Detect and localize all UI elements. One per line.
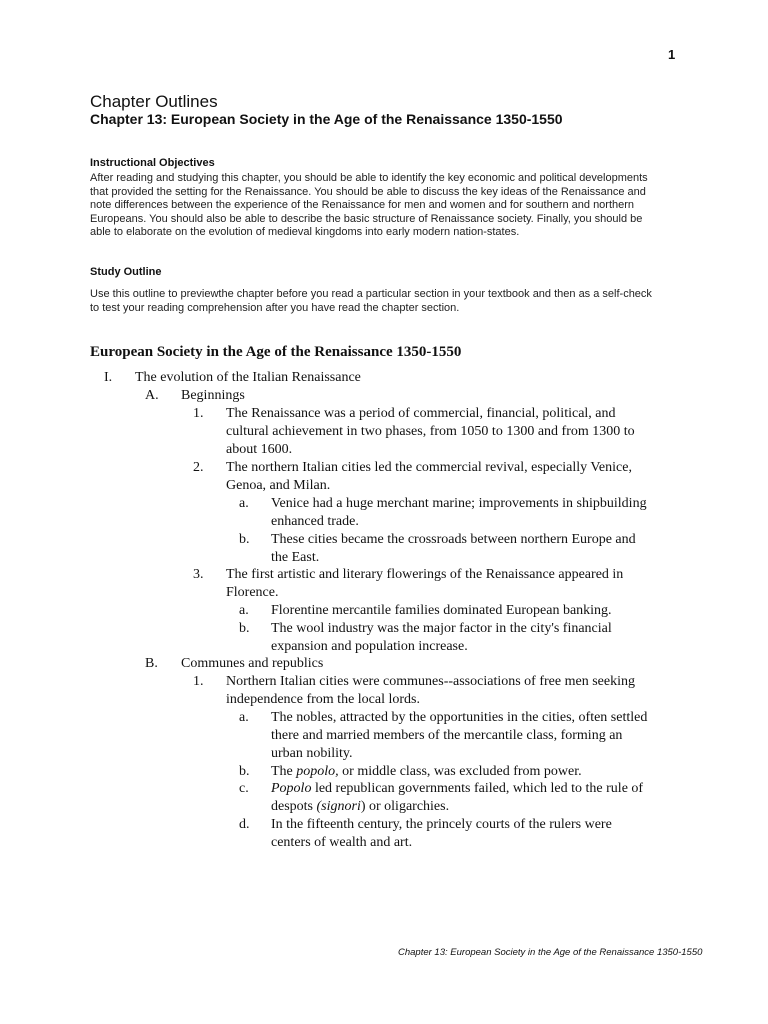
outline-item-B1: Northern Italian cities were communes--associations of free men seeking independence from the local lords. <box>226 674 635 707</box>
outline-label: a. <box>239 710 249 725</box>
outline-item-B1c: Popolo led republican governments failed, which led to the rule of despots (signori) or oligarchies. <box>271 781 644 814</box>
chapter-subtitle: Chapter 13: European Society in the Age of the Renaissance 1350-1550 <box>90 111 563 127</box>
outline-label: 1. <box>193 406 204 421</box>
outline-label: b. <box>239 621 250 636</box>
paragraph-line: Use this outline to previewthe chapter before you read a particular section in your textbook and then as a self-check <box>90 288 652 300</box>
outline-label: b. <box>239 532 250 547</box>
page-number: 1 <box>668 47 676 62</box>
outline-item-A3: The first artistic and literary flowerings of the Renaissance appeared in Florence. <box>226 567 624 600</box>
outline-item-B1b: The popolo, or middle class, was excluded from power. <box>271 764 582 779</box>
outline-label: 3. <box>193 567 204 582</box>
outline-item-B: Communes and republics <box>181 656 324 671</box>
page-footer: Chapter 13: European Society in the Age of the Renaissance 1350-1550 <box>398 947 703 958</box>
outline-label: a. <box>239 603 249 618</box>
outline-label: 2. <box>193 460 204 475</box>
objectives-heading: Instructional Objectives <box>90 157 215 169</box>
outline-label: 1. <box>193 674 204 689</box>
page-title: Chapter Outlines <box>90 92 218 111</box>
outline-label: I. <box>104 370 113 385</box>
outline-item-A3b: The wool industry was the major factor in the city's financial expansion and population increase. <box>271 621 612 654</box>
outline-item-B1d: In the fifteenth century, the princely courts of the rulers were centers of wealth and art. <box>271 817 612 850</box>
outline-label: c. <box>239 781 249 796</box>
outline-heading: European Society in the Age of the Renaissance 1350-1550 <box>90 344 462 360</box>
outline-item-A: Beginnings <box>181 388 245 403</box>
outline-label: B. <box>145 656 158 671</box>
paragraph-line: After reading and studying this chapter, you should be able to identify the key economic and political developments <box>90 172 648 184</box>
outline-item-A2a: Venice had a huge merchant marine; improvements in shipbuilding enhanced trade. <box>271 496 647 529</box>
outline-label: A. <box>145 388 159 403</box>
outline-label: a. <box>239 496 249 511</box>
study-outline-heading: Study Outline <box>90 266 162 278</box>
outline-item-A2: The northern Italian cities led the commercial revival, especially Venice, Genoa, and Milan. <box>226 460 632 493</box>
paragraph-line: that provided the setting for the Renaissance. You should be able to discuss the key ideas of the Renaissance and <box>90 185 646 198</box>
paragraph-line: note differences between the experience of the Renaissance for men and women and for southern and northern <box>90 199 635 212</box>
outline-label: d. <box>239 817 250 832</box>
paragraph-line: able to elaborate on the evolution of medieval kingdoms into early modern nation-states. <box>90 226 520 239</box>
outline-item-B1a: The nobles, attracted by the opportunities in the cities, often settled there and married members of the mercantile class, forming an urban nobility. <box>271 710 648 761</box>
outline-item-A2b: These cities became the crossroads between northern Europe and the East. <box>271 532 636 565</box>
paragraph-line: to test your reading comprehension after you have read the chapter section. <box>90 301 460 314</box>
outline-label: b. <box>239 764 250 779</box>
outline-item-I: The evolution of the Italian Renaissance <box>135 370 361 385</box>
outline-item-A3a: Florentine mercantile families dominated European banking. <box>271 603 612 618</box>
outline-item-A1: The Renaissance was a period of commercial, financial, political, and cultural achievement in two phases, from 1050 to 1300 and from 1300 to about 1600. <box>226 406 635 457</box>
paragraph-line: Europeans. You should also be able to describe the basic structure of Renaissance society. Finally, you should be <box>90 212 643 225</box>
